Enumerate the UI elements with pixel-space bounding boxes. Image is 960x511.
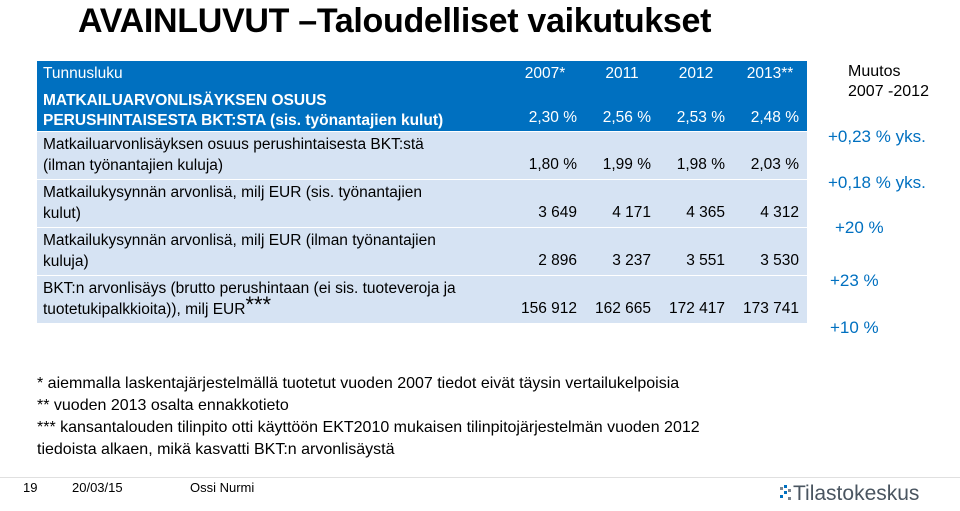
cell-value: 4 365: [659, 180, 733, 228]
column-header-2013: 2013**: [733, 61, 807, 87]
table-row: [37, 132, 807, 180]
footnote-marker: ***: [245, 292, 272, 317]
column-header-2012: 2012: [659, 61, 733, 87]
change-value: +0,23 % yks.: [828, 127, 926, 146]
column-header-metric: Tunnusluku: [37, 61, 505, 87]
row-label: Matkailukysynnän arvonlisä, milj EUR (sis. työnantajien kulut): [37, 180, 505, 228]
change-value: +20 %: [835, 218, 884, 237]
column-header-2011: 2011: [585, 61, 659, 87]
table-row: [37, 276, 807, 324]
cell-value: 162 665: [585, 276, 659, 324]
row-label: Matkailukysynnän arvonlisä, milj EUR (ilman työnantajien kuluja): [37, 228, 505, 276]
change-value: +0,18 % yks.: [828, 173, 926, 192]
cell-value: 2,53 %: [659, 87, 733, 132]
page-number: 19: [23, 480, 38, 495]
table-row-highlight: [37, 87, 807, 132]
cell-value: 3 649: [505, 180, 585, 228]
row-label: MATKAILUARVONLISÄYKSEN OSUUS PERUSHINTAISESTA BKT:STA (sis. työnantajien kulut): [37, 87, 505, 132]
cell-value: 173 741: [733, 276, 807, 324]
row-label: BKT:n arvonlisäys (brutto perushintaan (ei sis. tuoteveroja ja tuotetukipalkkioita)), milj EUR***: [37, 276, 505, 324]
cell-value: 2,48 %: [733, 87, 807, 132]
change-value: +23 %: [830, 271, 879, 290]
table-row: [37, 228, 807, 276]
footnote: * aiemmalla laskentajärjestelmällä tuotetut vuoden 2007 tiedot eivät täysin vertailukelpoisia: [37, 375, 680, 392]
change-header: Muutos 2007 -2012: [848, 63, 929, 100]
logo-text: Tilastokeskus: [793, 482, 920, 505]
key-figures-table: [37, 61, 807, 323]
cell-value: 2,30 %: [505, 87, 585, 132]
footer-date: 20/03/15: [72, 480, 123, 495]
cell-value: 2,56 %: [585, 87, 659, 132]
cell-value: 1,99 %: [585, 132, 659, 180]
table-header-row: [37, 61, 807, 87]
footnote: tiedoista alkaen, mikä kasvatti BKT:n arvonlisäystä: [37, 441, 395, 458]
table-row: [37, 180, 807, 228]
footnotes: [37, 373, 837, 461]
column-header-2007: 2007*: [505, 61, 585, 87]
cell-value: 2 896: [505, 228, 585, 276]
logo-mark-icon: [780, 485, 791, 500]
cell-value: 172 417: [659, 276, 733, 324]
cell-value: 3 530: [733, 228, 807, 276]
cell-value: 1,80 %: [505, 132, 585, 180]
cell-value: 4 171: [585, 180, 659, 228]
change-value: +10 %: [830, 318, 879, 337]
cell-value: 4 312: [733, 180, 807, 228]
footnote: ** vuoden 2013 osalta ennakkotieto: [37, 397, 289, 414]
cell-value: 3 237: [585, 228, 659, 276]
footer-author: Ossi Nurmi: [190, 480, 255, 495]
cell-value: 156 912: [505, 276, 585, 324]
cell-value: 2,03 %: [733, 132, 807, 180]
row-label: Matkailuarvonlisäyksen osuus perushintaisesta BKT:stä (ilman työnantajien kuluja): [37, 132, 505, 180]
page-title: AVAINLUVUT –Taloudelliset vaikutukset: [78, 2, 712, 40]
footnote: *** kansantalouden tilinpito otti käyttöön EKT2010 mukaisen tilinpitojärjestelmän vuoden 2012: [37, 419, 700, 436]
cell-value: 3 551: [659, 228, 733, 276]
cell-value: 1,98 %: [659, 132, 733, 180]
